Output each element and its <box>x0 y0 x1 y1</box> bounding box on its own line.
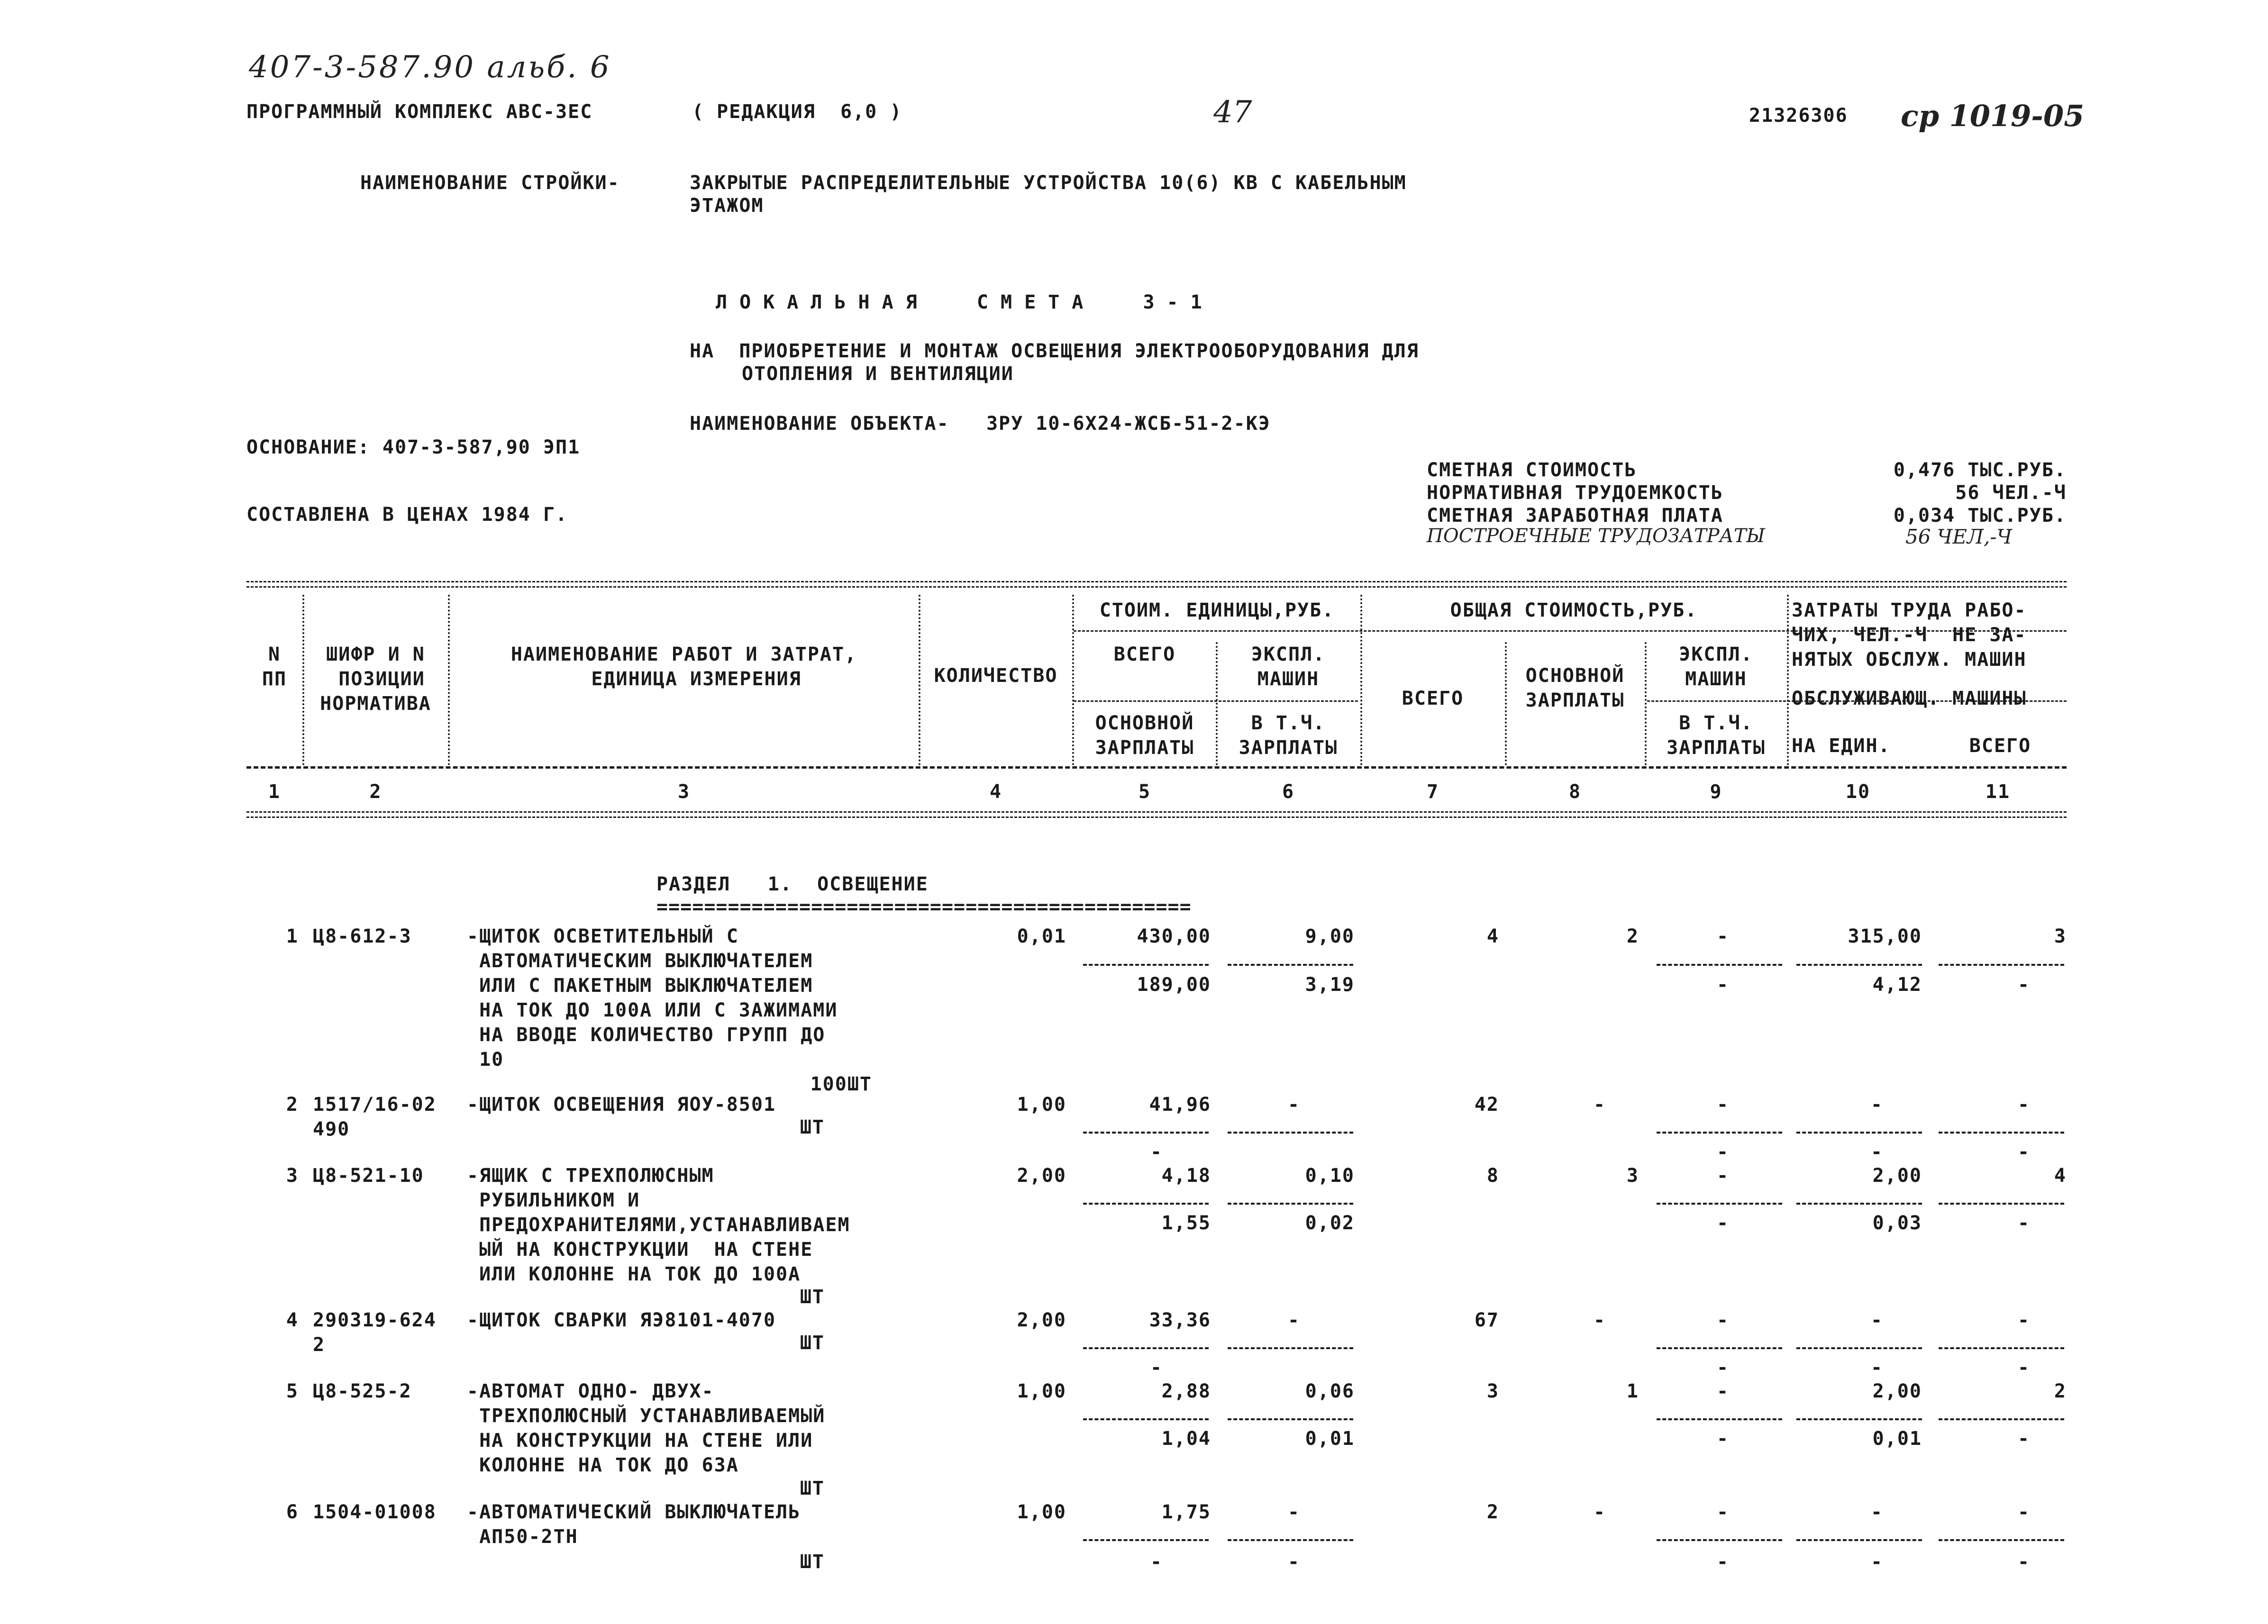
row-name: -ЯЩИК С ТРЕХПОЛЮСНЫМ РУБИЛЬНИКОМ И ПРЕДОХРАНИТЕЛЯМИ,УСТАНАВЛИВАЕМ ЫЙ НА КОНСТРУКЦИИ НА СТЕНЕ ИЛИ КОЛОННЕ НА ТОК ДО 100А <box>467 1165 850 1285</box>
row-unit-mach: - <box>1287 1309 1301 1331</box>
row-number: 4 <box>286 1309 299 1331</box>
row-total-incl: - <box>1716 1357 1730 1379</box>
row-number: 5 <box>286 1380 299 1402</box>
row-labor-unit: - <box>1870 1094 1884 1116</box>
row-unit-base: 189,00 <box>1137 974 1211 996</box>
row-name: -ЩИТОК ОСВЕЩЕНИЯ ЯОУ-8501 <box>467 1094 776 1116</box>
row-code: 1517/16-02 490 <box>313 1094 437 1140</box>
col-number: 6 <box>1282 781 1295 803</box>
header-unit-incl: В Т.Ч. ЗАРПЛАТЫ <box>1239 712 1338 759</box>
row-total-mach: - <box>1716 1501 1730 1523</box>
col-number: 10 <box>1845 781 1871 803</box>
row-sub-rule <box>1796 1418 1922 1420</box>
summary-value: 0,476 ТЫС.РУБ. <box>1893 459 2067 481</box>
col-number: 5 <box>1138 781 1151 803</box>
row-unit: ШТ <box>800 1116 825 1138</box>
row-total-all: 4 <box>1486 925 1499 947</box>
row-unit-incl: 0,02 <box>1305 1212 1355 1234</box>
row-unit-incl: 3,19 <box>1305 974 1355 996</box>
row-labor-total: 3 <box>2054 925 2067 947</box>
program-edition: ( РЕДАКЦИЯ 6,0 ) <box>692 101 902 123</box>
row-total-all: 67 <box>1474 1309 1499 1331</box>
col-number: 4 <box>989 781 1002 803</box>
estimate-purpose-1: НА ПРИОБРЕТЕНИЕ И МОНТАЖ ОСВЕЩЕНИЯ ЭЛЕКТРООБОРУДОВАНИЯ ДЛЯ <box>690 340 1419 362</box>
row-labor-unit: - <box>1870 1501 1884 1523</box>
row-sub-rule <box>1939 1418 2064 1420</box>
row-sub-rule <box>1939 1203 2064 1205</box>
row-serv-total: - <box>2017 1428 2031 1450</box>
row-sub-rule <box>1228 1132 1353 1134</box>
row-sub-rule <box>1083 1132 1209 1134</box>
row-total-mach: - <box>1716 1165 1730 1187</box>
row-sub-rule <box>1657 1418 1782 1420</box>
row-unit-mach: - <box>1287 1094 1301 1116</box>
row-total-incl: - <box>1716 1212 1730 1234</box>
handwritten-reference: 407-3-587.90 альб. 6 <box>249 50 611 85</box>
row-unit-mach: 9,00 <box>1305 925 1355 947</box>
row-total-mach: - <box>1716 1309 1730 1331</box>
col-number: 7 <box>1426 781 1439 803</box>
row-unit: ШТ <box>800 1551 825 1573</box>
header-labor-total: ВСЕГО <box>1969 735 2031 757</box>
row-serv-unit: - <box>1870 1141 1884 1163</box>
document-code: 21326306 <box>1749 105 1848 127</box>
row-sub-rule <box>1796 1203 1922 1205</box>
row-unit: 100ШТ <box>810 1073 872 1095</box>
row-unit-total: 1,75 <box>1161 1501 1211 1523</box>
summary-label: НОРМАТИВНАЯ ТРУДОЕМКОСТЬ <box>1427 482 1723 504</box>
row-unit-total: 2,88 <box>1161 1380 1211 1402</box>
row-total-base: - <box>1593 1094 1606 1116</box>
row-unit-base: 1,55 <box>1161 1212 1211 1234</box>
row-labor-total: 4 <box>2054 1165 2067 1187</box>
construction-label: НАИМЕНОВАНИЕ СТРОЙКИ- <box>360 172 620 194</box>
header-labor-serv: ОБСЛУЖИВАЮЩ. МАШИНЫ <box>1792 688 2027 709</box>
row-labor-total: 2 <box>2054 1380 2067 1402</box>
row-unit-base: - <box>1150 1551 1163 1573</box>
handwritten-labor-label: ПОСТРОЕЧНЫЕ ТРУДОЗАТРАТЫ <box>1427 525 1765 547</box>
header-sub-rule <box>1074 700 1358 702</box>
header-col-1: N ПП <box>262 644 287 690</box>
row-unit: ШТ <box>800 1478 825 1499</box>
row-total-base: - <box>1593 1309 1606 1331</box>
row-unit: ШТ <box>800 1332 825 1354</box>
row-sub-rule <box>1228 1203 1353 1205</box>
col-number: 11 <box>1985 781 2011 803</box>
header-total-all: ВСЕГО <box>1402 688 1464 709</box>
row-sub-rule <box>1083 1347 1209 1349</box>
row-unit-mach: 0,06 <box>1305 1380 1355 1402</box>
row-sub-rule <box>1939 1132 2064 1134</box>
row-serv-total: - <box>2017 1141 2031 1163</box>
header-total-group: ОБЩАЯ СТОИМОСТЬ,РУБ. <box>1450 599 1698 621</box>
row-unit-mach: 0,10 <box>1305 1165 1355 1187</box>
row-sub-rule <box>1083 1203 1209 1205</box>
estimate-title: ЛОКАЛЬНАЯ СМЕТА 3-1 <box>716 291 1214 313</box>
summary-value: 0,034 ТЫС.РУБ. <box>1893 505 2067 526</box>
row-sub-rule <box>1228 1539 1353 1541</box>
row-quantity: 2,00 <box>1017 1165 1066 1187</box>
row-sub-rule <box>1796 1347 1922 1349</box>
row-quantity: 1,00 <box>1017 1380 1066 1402</box>
col-sep <box>1787 595 1789 765</box>
row-unit-incl: 0,01 <box>1305 1428 1355 1450</box>
col-number: 1 <box>268 781 281 803</box>
row-sub-rule <box>1939 1539 2064 1541</box>
row-sub-rule <box>1083 1539 1209 1541</box>
row-serv-unit: - <box>1870 1357 1884 1379</box>
row-sub-rule <box>1796 1132 1922 1134</box>
header-total-mach: ЭКСПЛ. МАШИН <box>1679 644 1753 690</box>
row-code: Ц8-612-3 <box>313 925 412 947</box>
row-number: 1 <box>286 925 299 947</box>
header-unit-mach: ЭКСПЛ. МАШИН <box>1251 644 1326 690</box>
header-bottom-rule <box>246 766 2067 769</box>
row-total-mach: - <box>1716 1094 1730 1116</box>
row-sub-rule <box>1657 964 1782 966</box>
program-name: ПРОГРАММНЫЙ КОМПЛЕКС АВС-3ЕС <box>246 101 593 123</box>
row-labor-total: - <box>2017 1309 2031 1331</box>
row-sub-rule <box>1228 1418 1353 1420</box>
row-sub-rule <box>1657 1132 1782 1134</box>
row-quantity: 1,00 <box>1017 1094 1066 1116</box>
row-sub-rule <box>1657 1347 1782 1349</box>
col-number: 2 <box>369 781 382 803</box>
row-serv-total: - <box>2017 1357 2031 1379</box>
row-name: -АВТОМАТ ОДНО- ДВУХ- ТРЕХПОЛЮСНЫЙ УСТАНАВЛИВАЕМЫЙ НА КОНСТРУКЦИИ НА СТЕНЕ ИЛИ КОЛОННЕ НА ТОК ДО 63А <box>467 1380 826 1476</box>
row-total-mach: - <box>1716 925 1730 947</box>
row-labor-unit: 2,00 <box>1872 1165 1922 1187</box>
col-number: 8 <box>1568 781 1582 803</box>
row-number: 6 <box>286 1501 299 1523</box>
row-sub-rule <box>1796 964 1922 966</box>
construction-line-1: ЗАКРЫТЫЕ РАСПРЕДЕЛИТЕЛЬНЫЕ УСТРОЙСТВА 10(6) КВ С КАБЕЛЬНЫМ <box>690 172 1407 194</box>
page-number: 47 <box>1213 95 1252 130</box>
header-labor-group: ЗАТРАТЫ ТРУДА РАБО- ЧИХ, ЧЕЛ.-Ч НЕ ЗА- НЯТЫХ ОБСЛУЖ. МАШИН <box>1792 599 2027 671</box>
row-serv-total: - <box>2017 1551 2031 1573</box>
col-number: 3 <box>677 781 691 803</box>
number-row-rule <box>246 811 2067 818</box>
header-total-base: ОСНОВНОЙ ЗАРПЛАТЫ <box>1525 665 1625 711</box>
row-total-all: 2 <box>1486 1501 1499 1523</box>
row-total-incl: - <box>1716 1141 1730 1163</box>
row-unit-base: - <box>1150 1357 1163 1379</box>
header-unit-total: ВСЕГО <box>1113 644 1176 665</box>
row-unit: ШТ <box>800 1286 825 1308</box>
header-col-4: КОЛИЧЕСТВО <box>934 665 1058 687</box>
row-total-mach: - <box>1716 1380 1730 1402</box>
header-col-2: ШИФР И N ПОЗИЦИИ НОРМАТИВА <box>320 644 431 715</box>
row-sub-rule <box>1657 1539 1782 1541</box>
row-sub-rule <box>1083 964 1209 966</box>
row-serv-unit: - <box>1870 1551 1884 1573</box>
row-unit-base: - <box>1150 1141 1163 1163</box>
row-labor-unit: 315,00 <box>1848 925 1922 947</box>
row-total-all: 8 <box>1486 1165 1499 1187</box>
row-code: Ц8-521-10 <box>313 1165 424 1187</box>
row-serv-unit: 0,01 <box>1872 1428 1922 1450</box>
row-total-all: 3 <box>1486 1380 1499 1402</box>
estimate-basis: ОСНОВАНИЕ: 407-3-587,90 ЭП1 <box>246 436 581 458</box>
row-total-all: 42 <box>1474 1094 1499 1116</box>
row-code: Ц8-525-2 <box>313 1380 412 1402</box>
row-sub-rule <box>1228 1347 1353 1349</box>
row-labor-unit: 2,00 <box>1872 1380 1922 1402</box>
row-unit-total: 33,36 <box>1149 1309 1211 1331</box>
section-title: РАЗДЕЛ 1. ОСВЕЩЕНИЕ <box>656 873 929 895</box>
row-name: -ЩИТОК ОСВЕТИТЕЛЬНЫЙ С АВТОМАТИЧЕСКИМ ВЫКЛЮЧАТЕЛЕМ ИЛИ С ПАКЕТНЫМ ВЫКЛЮЧАТЕЛЕМ НА ТОК ДО 100А ИЛИ С ЗАЖИМАМИ НА ВВОДЕ КОЛИЧЕСТВО ГРУПП ДО 10 <box>467 925 838 1071</box>
summary-label: СМЕТНАЯ ЗАРАБОТНАЯ ПЛАТА <box>1427 505 1723 526</box>
row-sub-rule <box>1657 1203 1782 1205</box>
row-unit-mach: - <box>1287 1501 1301 1523</box>
row-number: 3 <box>286 1165 299 1187</box>
construction-line-2: ЭТАЖОМ <box>690 195 764 217</box>
row-total-base: 3 <box>1626 1165 1639 1187</box>
price-level: СОСТАВЛЕНА В ЦЕНАХ 1984 Г. <box>246 504 568 526</box>
summary-label: СМЕТНАЯ СТОИМОСТЬ <box>1427 459 1637 481</box>
row-sub-rule <box>1796 1539 1922 1541</box>
archive-stamp: ср 1019-05 <box>1901 99 2085 133</box>
row-unit-incl: - <box>1287 1551 1301 1573</box>
table-top-rule <box>246 581 2067 588</box>
section-underline: ============================================= <box>656 896 1192 918</box>
header-unit-group: СТОИМ. ЕДИНИЦЫ,РУБ. <box>1099 599 1335 621</box>
row-unit-total: 4,18 <box>1161 1165 1211 1187</box>
row-sub-rule <box>1939 1347 2064 1349</box>
row-total-base: 2 <box>1626 925 1639 947</box>
row-serv-unit: 0,03 <box>1872 1212 1922 1234</box>
row-code: 1504-01008 <box>313 1501 437 1523</box>
row-name: -АВТОМАТИЧЕСКИЙ ВЫКЛЮЧАТЕЛЬ АП50-2ТН <box>467 1501 801 1548</box>
row-sub-rule <box>1228 964 1353 966</box>
row-serv-total: - <box>2017 974 2031 996</box>
row-unit-total: 41,96 <box>1149 1094 1211 1116</box>
handwritten-labor-value: 56 ЧЕЛ,-Ч <box>1905 525 2012 548</box>
row-total-base: 1 <box>1626 1380 1639 1402</box>
row-total-base: - <box>1593 1501 1606 1523</box>
header-unit-base: ОСНОВНОЙ ЗАРПЛАТЫ <box>1095 712 1194 759</box>
row-quantity: 2,00 <box>1017 1309 1066 1331</box>
row-labor-total: - <box>2017 1501 2031 1523</box>
header-col-3: НАИМЕНОВАНИЕ РАБОТ И ЗАТРАТ, ЕДИНИЦА ИЗМЕРЕНИЯ <box>510 644 857 690</box>
row-name: -ЩИТОК СВАРКИ ЯЭ8101-4070 <box>467 1309 776 1331</box>
row-quantity: 0,01 <box>1017 925 1066 947</box>
row-sub-rule <box>1939 964 2064 966</box>
row-labor-total: - <box>2017 1094 2031 1116</box>
row-serv-total: - <box>2017 1212 2031 1234</box>
row-serv-unit: 4,12 <box>1872 974 1922 996</box>
row-quantity: 1,00 <box>1017 1501 1066 1523</box>
row-total-incl: - <box>1716 974 1730 996</box>
row-unit-total: 430,00 <box>1137 925 1211 947</box>
estimate-purpose-2: ОТОПЛЕНИЯ И ВЕНТИЛЯЦИИ <box>742 363 1014 385</box>
object-name: НАИМЕНОВАНИЕ ОБЪЕКТА- ЗРУ 10-6Х24-ЖСБ-51-2-КЭ <box>690 413 1271 435</box>
row-sub-rule <box>1083 1418 1209 1420</box>
row-code: 290319-624 2 <box>313 1309 437 1356</box>
row-total-incl: - <box>1716 1551 1730 1573</box>
row-labor-unit: - <box>1870 1309 1884 1331</box>
row-unit-base: 1,04 <box>1161 1428 1211 1450</box>
row-number: 2 <box>286 1094 299 1116</box>
col-number: 9 <box>1710 781 1722 803</box>
row-total-incl: - <box>1716 1428 1730 1450</box>
summary-value: 56 ЧЕЛ.-Ч <box>1955 482 2067 504</box>
header-labor-unit: НА ЕДИН. <box>1792 735 1891 757</box>
header-total-incl: В Т.Ч. ЗАРПЛАТЫ <box>1667 712 1766 759</box>
